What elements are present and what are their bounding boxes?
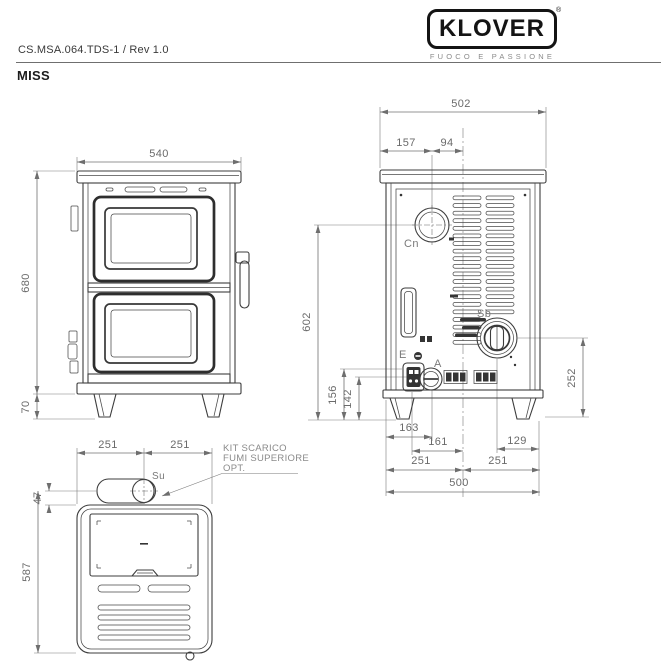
- fan-label: Sb: [477, 308, 492, 320]
- svg-text:OPT.: OPT.: [223, 463, 246, 474]
- rear-view: [301, 98, 589, 497]
- svg-text:252: 252: [566, 368, 578, 388]
- dim-front-height: [20, 171, 75, 394]
- logo-tagline: FUOCO E PASSIONE: [429, 52, 556, 61]
- flue-label: Cn: [404, 238, 419, 250]
- top-outlet-label: Su: [152, 471, 166, 482]
- vent-grille: [449, 196, 514, 344]
- svg-text:602: 602: [301, 312, 313, 332]
- top-flue-kit: [97, 471, 165, 504]
- dim-outlet-offset: [32, 483, 96, 513]
- svg-text:94: 94: [440, 137, 454, 149]
- svg-text:161: 161: [428, 436, 448, 448]
- dim-air-offset: [412, 392, 463, 455]
- dim-front-leg-height: [20, 394, 95, 419]
- svg-text:FUMI SUPERIORE: FUMI SUPERIORE: [223, 453, 310, 464]
- svg-text:156: 156: [327, 385, 339, 405]
- front-view: [20, 148, 249, 419]
- flue-outlet: [404, 205, 452, 250]
- rear-side-slot: [401, 288, 432, 342]
- dim-depth: [21, 491, 76, 653]
- dim-flue-height: [301, 225, 414, 420]
- svg-text:70: 70: [20, 400, 32, 414]
- svg-text:157: 157: [396, 137, 416, 149]
- door-handle: [236, 252, 249, 308]
- power-label: E: [399, 349, 407, 361]
- svg-text:129: 129: [507, 435, 527, 447]
- side-hinges: [68, 206, 78, 373]
- dim-fan-offset-right: [497, 359, 539, 496]
- svg-text:251: 251: [170, 439, 190, 451]
- dim-flue-offset-left: [380, 137, 432, 151]
- dim-rear-half-left: [386, 455, 463, 470]
- dim-rear-half-right: [463, 455, 540, 470]
- svg-text:142: 142: [342, 389, 354, 409]
- top-view: [21, 439, 309, 660]
- svg-text:502: 502: [451, 98, 471, 110]
- svg-text:540: 540: [149, 148, 169, 160]
- dim-fan-height: [518, 338, 589, 417]
- logo-brand-text: KLOVER: [438, 15, 545, 42]
- svg-text:163: 163: [399, 422, 419, 434]
- svg-text:47: 47: [32, 491, 44, 505]
- svg-text:KIT SCARICO: KIT SCARICO: [223, 443, 287, 454]
- registered-trademark-icon: ®: [556, 7, 562, 14]
- svg-text:251: 251: [411, 455, 431, 467]
- upper-door: [94, 197, 214, 281]
- svg-text:251: 251: [488, 455, 508, 467]
- dim-flue-offset-center: [432, 137, 463, 209]
- dim-top-half-left: [77, 439, 144, 504]
- lower-door: [94, 294, 214, 372]
- page-title: MISS: [17, 68, 50, 83]
- top-body-outline: [77, 505, 212, 660]
- air-label: A: [434, 358, 442, 370]
- svg-text:500: 500: [449, 477, 469, 489]
- front-legs: [94, 394, 224, 417]
- svg-text:680: 680: [20, 273, 32, 293]
- svg-text:251: 251: [98, 439, 118, 451]
- document-code: CS.MSA.064.TDS-1 / Rev 1.0: [18, 44, 169, 56]
- svg-text:587: 587: [21, 562, 33, 582]
- terminal-blocks: [444, 371, 497, 384]
- front-stove-outline: [68, 171, 249, 417]
- dim-front-width: [77, 148, 241, 177]
- power-inlet: [399, 349, 424, 391]
- air-inlet: [420, 358, 442, 390]
- smoke-fan: [477, 308, 517, 366]
